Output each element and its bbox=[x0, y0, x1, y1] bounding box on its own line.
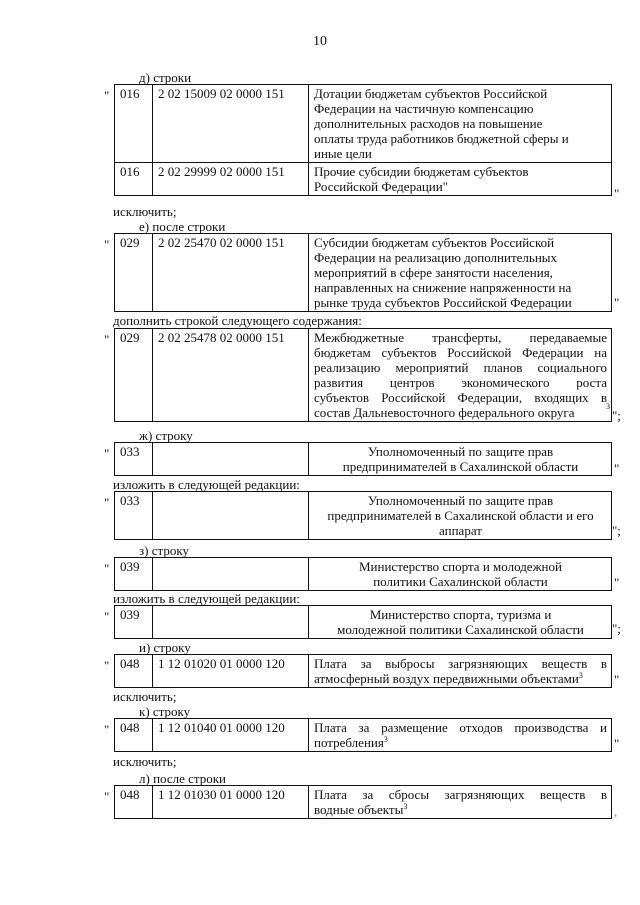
desc-line: Субсидии бюджетам субъектов Российской bbox=[314, 235, 555, 250]
section-d-table bbox=[114, 84, 612, 196]
description-cell bbox=[309, 786, 612, 819]
description-cell bbox=[309, 492, 612, 540]
quote-close: " bbox=[614, 186, 620, 201]
section-e-table bbox=[114, 233, 612, 312]
quote-open: " bbox=[104, 88, 110, 103]
quote-open: " bbox=[104, 237, 110, 252]
section-d-label: д) строки bbox=[139, 70, 192, 85]
quote-close: " bbox=[614, 575, 620, 590]
desc-line: дополнительных расходов на повышение bbox=[314, 116, 543, 131]
section-zh-label: ж) строку bbox=[139, 428, 193, 443]
desc-line: предпринимателей в Сахалинской области и его bbox=[327, 508, 594, 523]
quote-open: " bbox=[104, 495, 110, 510]
desc-line: Уполномоченный по защите прав bbox=[367, 493, 554, 508]
desc-line: бюджетам субъектов Российской Федерации на bbox=[314, 345, 607, 360]
desc-line: Министерство спорта и молодежной bbox=[359, 559, 562, 574]
desc-line: состав Дальневосточного федерального округа bbox=[314, 405, 575, 420]
section-z-label: з) строку bbox=[139, 543, 189, 558]
description-cell bbox=[309, 443, 612, 476]
desc-line: предпринимателей в Сахалинской области bbox=[342, 459, 579, 474]
quote-open: " bbox=[104, 789, 110, 804]
section-z-after: изложить в следующей редакции: bbox=[113, 591, 300, 606]
table-row bbox=[115, 606, 612, 639]
desc-line: направленных на снижение напряженности на bbox=[314, 280, 572, 295]
description-cell bbox=[309, 558, 612, 591]
description-cell bbox=[309, 163, 612, 196]
code-cell: 033 bbox=[115, 443, 153, 476]
section-i-table bbox=[114, 654, 612, 688]
quote-close-semicolon: "; bbox=[612, 408, 621, 423]
desc-line: Межбюджетные трансферты, передаваемые bbox=[314, 330, 607, 345]
code-cell: 016 bbox=[115, 163, 153, 196]
table-row bbox=[115, 719, 612, 752]
description-cell bbox=[309, 719, 612, 752]
kbk-cell: 2 02 25470 02 0000 151 bbox=[153, 234, 309, 312]
section-e-after: дополнить строкой следующего содержания: bbox=[113, 313, 362, 328]
kbk-cell bbox=[153, 443, 309, 476]
table-row bbox=[115, 786, 612, 819]
quote-close-semicolon: "; bbox=[612, 621, 621, 636]
table-row bbox=[115, 655, 612, 688]
kbk-cell: 1 12 01040 01 0000 120 bbox=[153, 719, 309, 752]
desc-line: субъектов Российской Федерации, входящих в bbox=[314, 390, 607, 405]
code-cell: 039 bbox=[115, 558, 153, 591]
desc-line: Плата за размещение отходов производства и bbox=[314, 720, 607, 735]
section-k-label: к) строку bbox=[139, 704, 191, 719]
desc-line: оплаты труда работников бюджетной сферы и bbox=[314, 131, 569, 146]
desc-line: молодежной политики Сахалинской области bbox=[337, 622, 584, 637]
page-number: 10 bbox=[313, 34, 327, 49]
kbk-cell: 1 12 01030 01 0000 120 bbox=[153, 786, 309, 819]
kbk-cell bbox=[153, 558, 309, 591]
code-cell: 016 bbox=[115, 85, 153, 163]
code-cell: 048 bbox=[115, 719, 153, 752]
desc-line: Прочие субсидии бюджетам субъектов bbox=[314, 164, 529, 179]
description-cell bbox=[309, 329, 612, 422]
quote-close-semicolon: "; bbox=[612, 523, 621, 538]
table-row bbox=[115, 558, 612, 591]
footnote-mark: 3 bbox=[403, 802, 408, 811]
comma-mark: , bbox=[614, 804, 618, 819]
quote-close: " bbox=[614, 295, 620, 310]
code-cell: 033 bbox=[115, 492, 153, 540]
description-cell bbox=[309, 655, 612, 688]
table-row bbox=[115, 85, 612, 163]
quote-open: " bbox=[104, 446, 110, 461]
section-z-new-table bbox=[114, 605, 612, 639]
desc-line: Дотации бюджетам субъектов Российской bbox=[314, 86, 548, 101]
section-z-table bbox=[114, 557, 612, 591]
section-i-label: и) строку bbox=[139, 640, 191, 655]
desc-line: Российской Федерации" bbox=[314, 179, 449, 194]
kbk-cell bbox=[153, 492, 309, 540]
table-row bbox=[115, 163, 612, 196]
superscript-mark: 3 bbox=[606, 402, 610, 411]
footnote-mark: 3 bbox=[383, 735, 388, 744]
desc-line: реализацию мероприятий планов социального bbox=[314, 360, 607, 375]
desc-line: атмосферный воздух передвижными объектами bbox=[314, 671, 579, 686]
code-cell: 039 bbox=[115, 606, 153, 639]
desc-line: потребления bbox=[314, 735, 384, 750]
quote-open: " bbox=[104, 658, 110, 673]
desc-line: Федерации на реализацию дополнительных bbox=[314, 250, 558, 265]
section-l-label: л) после строки bbox=[139, 771, 227, 786]
desc-line: Федерации на частичную компенсацию bbox=[314, 101, 534, 116]
quote-close: " bbox=[614, 461, 620, 476]
section-zh-table bbox=[114, 442, 612, 476]
table-row bbox=[115, 234, 612, 312]
section-e-label: е) после строки bbox=[139, 219, 226, 234]
section-k-after: исключить; bbox=[113, 754, 177, 769]
description-cell bbox=[309, 606, 612, 639]
desc-line: аппарат bbox=[439, 523, 482, 538]
quote-close: " bbox=[614, 672, 620, 687]
code-cell: 029 bbox=[115, 234, 153, 312]
kbk-cell: 1 12 01020 01 0000 120 bbox=[153, 655, 309, 688]
description-cell bbox=[309, 85, 612, 163]
kbk-cell: 2 02 25478 02 0000 151 bbox=[153, 329, 309, 422]
section-l-table bbox=[114, 785, 612, 819]
code-cell: 048 bbox=[115, 786, 153, 819]
table-row bbox=[115, 443, 612, 476]
section-k-table bbox=[114, 718, 612, 752]
section-d-after: исключить; bbox=[113, 204, 177, 219]
desc-line: Плата за выбросы загрязняющих веществ в bbox=[314, 656, 607, 671]
desc-line: политики Сахалинской области bbox=[373, 574, 548, 589]
desc-line: Уполномоченный по защите прав bbox=[367, 444, 554, 459]
section-i-after: исключить; bbox=[113, 689, 177, 704]
code-cell: 029 bbox=[115, 329, 153, 422]
section-zh-after: изложить в следующей редакции: bbox=[113, 477, 300, 492]
quote-open: " bbox=[104, 332, 110, 347]
description-cell bbox=[309, 234, 612, 312]
footnote-mark: 3 bbox=[578, 671, 583, 680]
kbk-cell: 2 02 29999 02 0000 151 bbox=[153, 163, 309, 196]
quote-open: " bbox=[104, 609, 110, 624]
quote-open: " bbox=[104, 722, 110, 737]
kbk-cell bbox=[153, 606, 309, 639]
desc-line: развития центров экономического роста bbox=[314, 375, 607, 390]
table-row bbox=[115, 329, 612, 422]
section-zh-new-table bbox=[114, 491, 612, 540]
section-e-new-table bbox=[114, 328, 612, 422]
desc-line: Плата за сбросы загрязняющих веществ в bbox=[314, 787, 607, 802]
desc-line: водные объекты bbox=[314, 802, 404, 817]
desc-line: Министерство спорта, туризма и bbox=[369, 607, 552, 622]
quote-open: " bbox=[104, 561, 110, 576]
desc-line: рынке труда субъектов Российской Федерации bbox=[314, 295, 572, 310]
quote-close: " bbox=[614, 736, 620, 751]
code-cell: 048 bbox=[115, 655, 153, 688]
table-row bbox=[115, 492, 612, 540]
kbk-cell: 2 02 15009 02 0000 151 bbox=[153, 85, 309, 163]
desc-line: иные цели bbox=[314, 146, 372, 161]
desc-line: мероприятий в сфере занятости населения, bbox=[314, 265, 553, 280]
